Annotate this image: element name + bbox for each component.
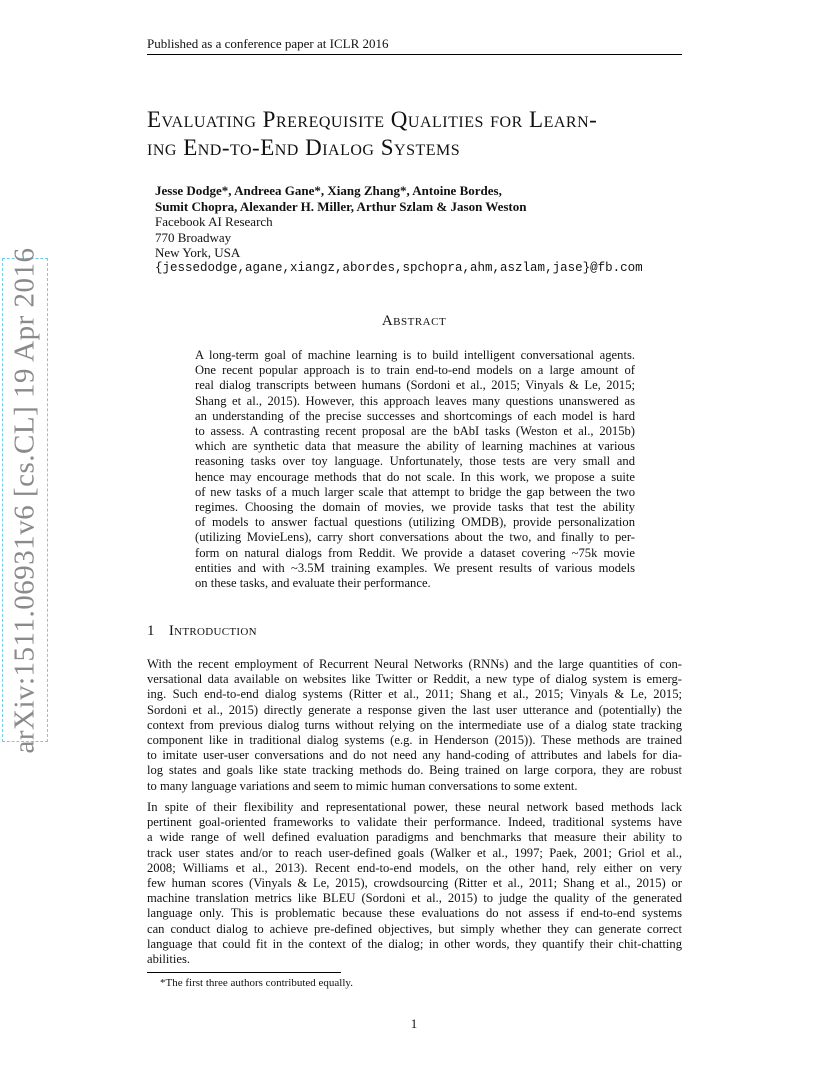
header-rule: [147, 54, 682, 55]
abstract-line: reasoning tasks over toy language. Unfortunately, those tests are very small and: [195, 454, 635, 469]
abstract-body: [195, 348, 635, 591]
paragraph-line: component like in traditional dialog systems (e.g. in Henderson (2015)). These methods are trained: [147, 733, 682, 748]
abstract-line: (utilizing MovieLens), carry short conversations about the two, and finally to per-: [195, 530, 635, 545]
abstract-line: of new tasks of a much larger scale that attempt to bridge the gap between the two: [195, 484, 635, 499]
abstract-line: entities and with ~3.5M training examples. We present results of various models: [195, 560, 635, 575]
abstract-line: to assess. A contrasting recent proposal are the bAbI tasks (Weston et al., 2015b): [195, 424, 635, 439]
abstract-line: of models to answer factual questions (utilizing OMDB), provide personalization: [195, 515, 635, 530]
paragraph-line: machine translation metrics like BLEU (Sordoni et al., 2015) to judge the quality of the generated: [147, 891, 682, 906]
abstract-line: on these tasks, and evaluate their performance.: [195, 576, 431, 591]
affiliation: Facebook AI Research: [155, 214, 273, 229]
paragraph-line: context from previous dialog turns without relying on the intermediate use of a dialog state tracking: [147, 717, 682, 732]
paragraph-line: a wide range of well defined evaluation paradigms and benchmarks that measure their ability to: [147, 830, 682, 845]
paragraph-line: can conduct dialog to achieve pre-defined objectives, but simply whether they can generate correct: [147, 921, 682, 936]
paragraph-line: language that could fit in the context of the dialog; in other words, they quantify their chit-chatting: [147, 936, 682, 951]
paragraph-line: language only. This is problematic because these evaluations do not assess if end-to-end systems: [147, 906, 682, 921]
section-number: 1: [147, 623, 155, 639]
paragraph-line: abilities.: [147, 952, 191, 967]
paper-title: [147, 106, 707, 162]
arxiv-stamp[interactable]: [2, 246, 48, 754]
section-heading-introduction: [147, 623, 257, 640]
abstract-line: which are synthetic data that measure the ability of learning machines at various: [195, 439, 635, 454]
address-line-1: 770 Broadway: [155, 229, 232, 245]
paragraph-line: In spite of their flexibility and representational power, these neural network based methods lack: [147, 800, 682, 814]
abstract-line: regimes. Choosing the domain of movies, we provide tasks that test the ability: [195, 500, 635, 515]
footnote: *The first three authors contributed equally.: [160, 977, 353, 989]
address-line-2: New York, USA: [155, 245, 241, 260]
page-number: 1: [410, 1016, 418, 1031]
abstract-line: hence may encourage methods that do not scale. In this work, we propose a suite: [195, 469, 635, 484]
running-header: Published as a conference paper at ICLR 2016: [147, 36, 389, 51]
section-title: Introduction: [168, 623, 257, 639]
paragraph-line: 2008; Williams et al., 2013). Recent end-to-end models, on the other hand, rely either on very: [147, 860, 682, 875]
arxiv-stamp-text: arXiv:1511.06931v6 [cs.CL] 19 Apr 2016: [8, 246, 41, 754]
abstract-line: Shang et al., 2015). However, this approach leaves many questions unanswered as: [195, 393, 635, 408]
paragraph-line: versational data available on websites like Twitter or Reddit, a new type of dialog system is emerg-: [147, 672, 682, 687]
intro-paragraph-1: [147, 657, 682, 794]
abstract-heading: Abstract: [381, 313, 447, 329]
paragraph-line: log states and goals like state tracking methods do. Being trained on large corpora, they are robust: [147, 763, 682, 778]
footnote-rule: [147, 972, 341, 973]
abstract-line: One recent popular approach is to train end-to-end models on a large amount of: [195, 363, 635, 378]
author-block: [155, 183, 643, 276]
intro-paragraph-2: [147, 800, 682, 967]
paragraph-line: to many language variations and seem to mimic human conversations to some extent.: [147, 778, 578, 793]
paragraph-line: With the recent employment of Recurrent Neural Networks (RNNs) and the large quantities of con-: [147, 657, 682, 671]
title-line-1: Evaluating Prerequisite Qualities for Learn-: [147, 107, 598, 132]
abstract-line: A long-term goal of machine learning is to build intelligent conversational agents.: [195, 348, 635, 362]
paragraph-line: few human scores (Vinyals & Le, 2015), crowdsourcing (Ritter et al., 2011; Shang et al., 2015) or: [147, 876, 682, 891]
paragraph-line: to imitate user-user conversations and do not need any hand-coding of attributes and labels for dia-: [147, 748, 682, 763]
author-emails: {jessedodge,agane,xiangz,abordes,spchopra,ahm,aszlam,jase}@fb.com: [155, 260, 643, 275]
paragraph-line: Sordoni et al., 2015) directly generate a response given the last user utterance and (potentially) the: [147, 702, 682, 717]
paragraph-line: track user states and/or to reach user-defined goals (Walker et al., 1997; Paek, 2001; Griol et al.,: [147, 845, 682, 860]
abstract-line: form on natural dialogs from Reddit. We provide a dataset covering ~75k movie: [195, 545, 635, 560]
author-line-2: Sumit Chopra, Alexander H. Miller, Arthur Szlam & Jason Weston: [155, 198, 527, 214]
title-line-2: ing End-to-End Dialog Systems: [147, 135, 461, 160]
abstract-line: real dialog transcripts between humans (Sordoni et al., 2015; Vinyals & Le, 2015;: [195, 378, 635, 393]
abstract-line: an understanding of the precise successes and shortcomings of each model is hard: [195, 408, 635, 423]
author-line-1: Jesse Dodge*, Andreea Gane*, Xiang Zhang*, Antoine Bordes,: [155, 183, 502, 198]
paragraph-line: pertinent goal-oriented frameworks to validate their performance. Indeed, traditional systems have: [147, 815, 682, 830]
paragraph-line: ing. Such end-to-end dialog systems (Ritter et al., 2011; Shang et al., 2015; Vinyals & Le, 2015;: [147, 687, 682, 702]
